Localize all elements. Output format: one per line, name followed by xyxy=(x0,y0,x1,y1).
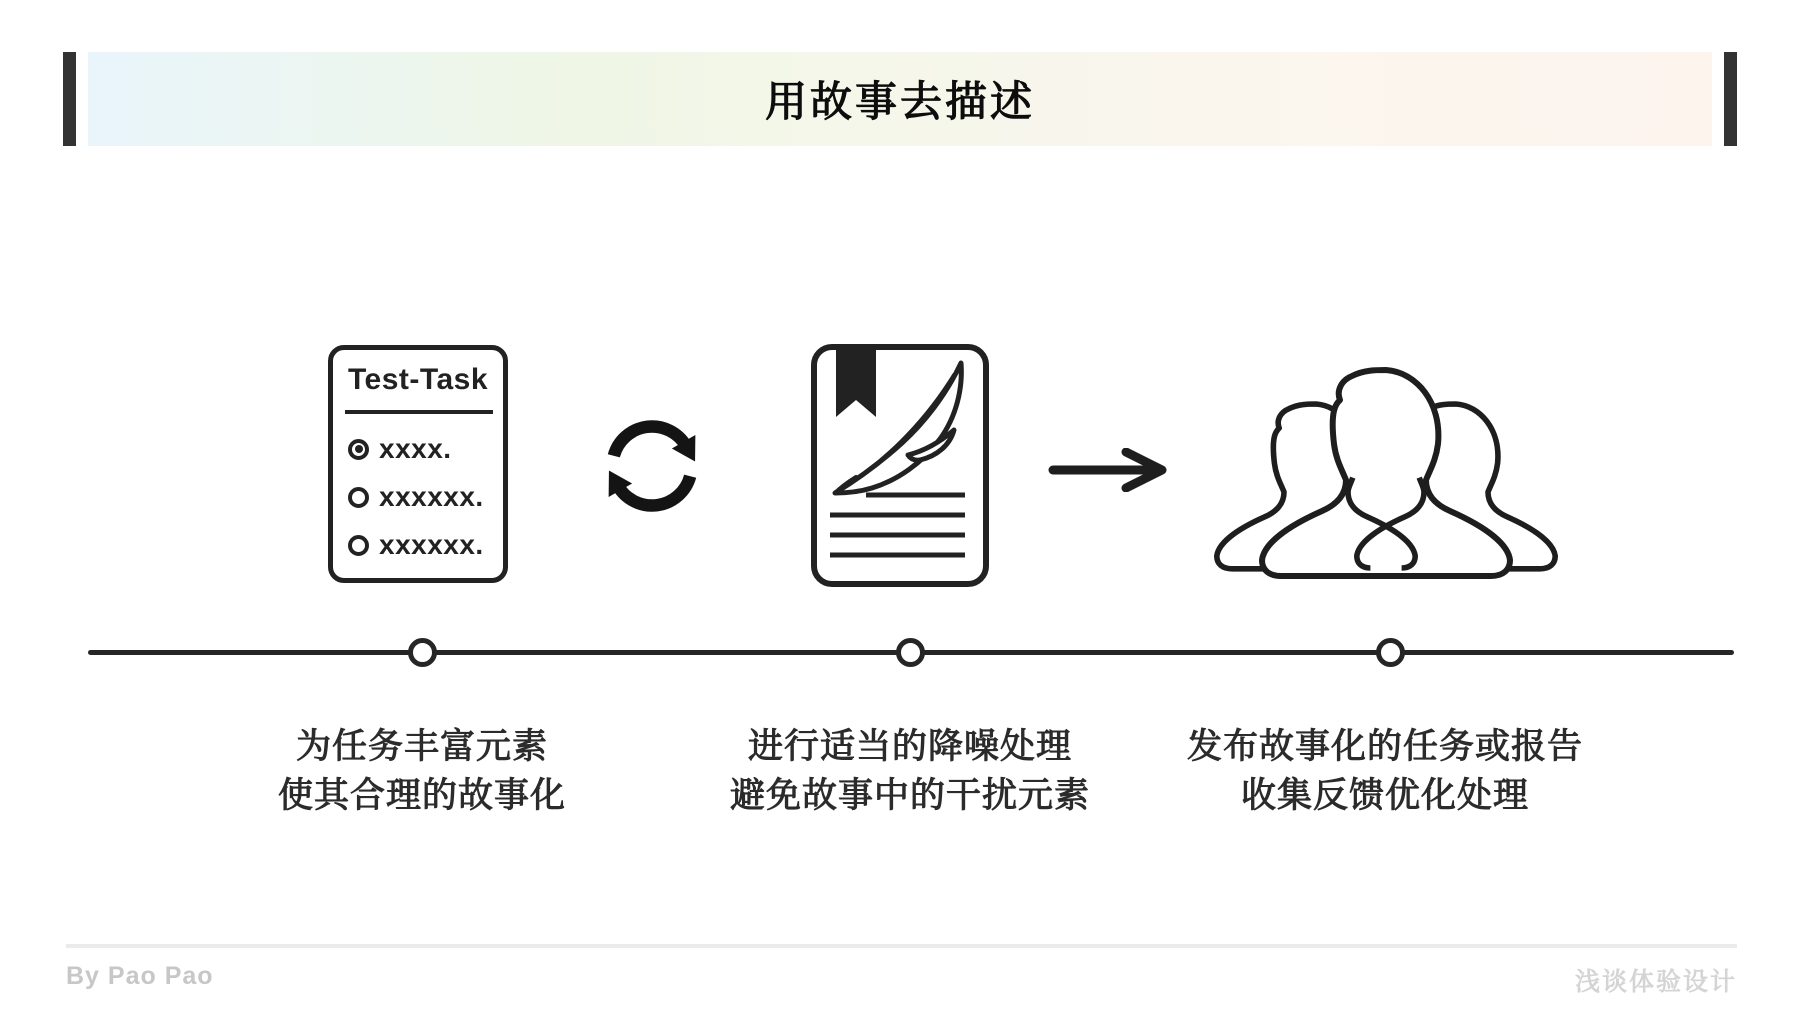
timeline-dot-1 xyxy=(408,638,437,667)
caption-line: 避免故事中的干扰元素 xyxy=(729,776,1090,815)
document-quill-icon xyxy=(810,343,990,588)
footer-brand: 浅谈体验设计 xyxy=(1574,968,1737,996)
footer-author: By Pao Pao xyxy=(66,962,214,990)
caption-line: 发布故事化的任务或报告 xyxy=(1186,727,1583,766)
arrow-right-icon xyxy=(1048,448,1180,492)
caption-line: 使其合理的故事化 xyxy=(277,776,566,815)
card-title: Test-Task xyxy=(347,363,489,396)
radio-icon xyxy=(348,487,369,508)
radio-icon xyxy=(348,535,369,556)
checklist-item-label: xxxx. xyxy=(379,433,452,464)
card-divider xyxy=(345,410,493,414)
timeline-dot-2 xyxy=(896,638,925,667)
radio-selected-icon xyxy=(348,439,369,460)
step-caption-3 xyxy=(1145,722,1625,820)
people-group-icon xyxy=(1212,340,1560,588)
checklist xyxy=(333,425,503,569)
timeline-dot-3 xyxy=(1376,638,1405,667)
checklist-item-label: xxxxxx. xyxy=(379,481,484,512)
checklist-item-label: xxxxxx. xyxy=(379,529,484,560)
page-title: 用故事去描述 xyxy=(764,78,1035,125)
banner-right-bar xyxy=(1724,52,1737,146)
checklist-item xyxy=(333,425,503,473)
checklist-item xyxy=(333,473,503,521)
title-banner xyxy=(88,52,1712,146)
refresh-cycle-icon xyxy=(600,414,704,518)
caption-line: 收集反馈优化处理 xyxy=(1240,776,1529,815)
caption-line: 为任务丰富元素 xyxy=(295,727,548,766)
step-caption-1 xyxy=(182,722,662,820)
caption-line: 进行适当的降噪处理 xyxy=(747,727,1072,766)
footer-divider xyxy=(66,944,1737,948)
step-caption-2 xyxy=(670,722,1150,820)
checklist-item xyxy=(333,521,503,569)
banner-left-bar xyxy=(63,52,76,146)
test-task-card xyxy=(328,345,508,583)
